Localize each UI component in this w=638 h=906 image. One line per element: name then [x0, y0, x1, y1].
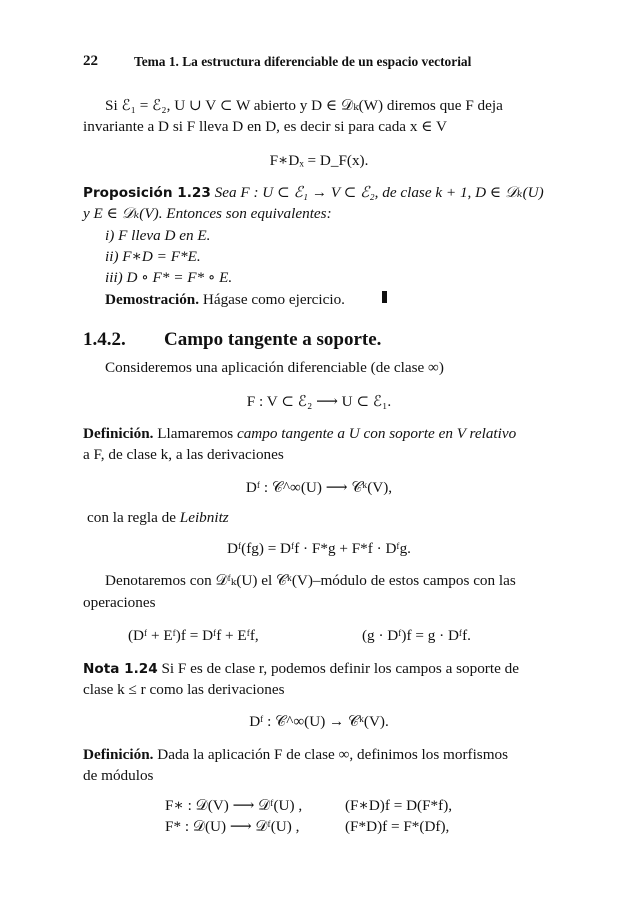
definition-2-line-2: de módulos — [83, 767, 154, 784]
proposition-statement-2: y E ∈ 𝒟ₖ(V). Entonces son equivalentes: — [83, 205, 332, 222]
morphism-pull-back: F* : 𝒟(U) ⟶ 𝒟ᶠ(U) , — [165, 818, 300, 835]
definition-1-label: Definición. — [83, 425, 154, 442]
section-title: Campo tangente a soporte. — [164, 329, 382, 350]
running-title: Tema 1. La estructura diferenciable de un espacio vectorial — [134, 54, 472, 69]
proof-text: Hágase como ejercicio. — [202, 291, 345, 308]
denote-line-2: operaciones — [83, 594, 156, 611]
proposition-1-23-line-1 — [83, 184, 544, 202]
ops-formula-scalar: (g · Dᶠ)f = g · Dᶠf. — [362, 627, 471, 644]
proposition-statement-1: Sea F : U ⊂ ℰ₁ → V ⊂ ℰ₂, de clase k + 1, D ∈ 𝒟ₖ(U) — [214, 184, 544, 201]
leibniz-text: con la regla de — [87, 509, 176, 526]
qed-square-icon — [382, 291, 387, 303]
intro-line-2: invariante a D si F lleva D en D, es decir si para cada x ∈ V — [83, 118, 447, 135]
proposition-item-3: iii) D ∘ F* = F* ∘ E. — [105, 269, 233, 286]
leibniz-line — [87, 509, 229, 527]
definition-1-term: campo tangente a U con soporte en V relativo — [236, 425, 517, 442]
definition-2-label: Definición. — [83, 746, 154, 763]
nota-formula: Dᶠ : 𝒞^∞(U) → 𝒞ᵏ(V). — [249, 713, 389, 730]
nota-text-1: Si F es de clase r, podemos definir los campos a soporte de — [161, 660, 519, 677]
denote-line-1: Denotaremos con 𝒟ᶠₖ(U) el 𝒞ᵏ(V)–módulo de estos campos con las — [105, 572, 516, 589]
definition-1-text-a: Llamaremos — [157, 425, 234, 442]
leibniz-term: Leibnitz — [179, 509, 229, 526]
definition-1-line-2: a F, de clase k, a las derivaciones — [83, 446, 284, 463]
proof-label: Demostración. — [105, 291, 200, 308]
definition-1-formula: Dᶠ : 𝒞^∞(U) ⟶ 𝒞ᵏ(V), — [245, 479, 393, 496]
definition-2-text: Dada la aplicación F de clase ∞, definimos los morfismos — [157, 746, 509, 763]
map-formula: F : V ⊂ ℰ₂ ⟶ U ⊂ ℰ₁. — [246, 393, 392, 410]
proposition-item-1: i) F lleva D en E. — [105, 227, 211, 244]
section-number: 1.4.2. — [83, 329, 126, 350]
nota-1-24-line-1 — [83, 660, 519, 678]
definition-2-line-1 — [83, 746, 508, 764]
morphism-push-forward: F∗ : 𝒟(V) ⟶ 𝒟ᶠ(U) , — [165, 797, 303, 814]
consider-line: Consideremos una aplicación diferenciable (de clase ∞) — [105, 359, 444, 376]
nota-text-2: clase k ≤ r como las derivaciones — [83, 681, 285, 698]
intro-formula: F∗Dₓ = D_F(x). — [269, 152, 369, 169]
proposition-label: Proposición 1.23 — [83, 185, 211, 201]
page-number: 22 — [83, 53, 98, 69]
intro-line-1: Si ℰ₁ = ℰ₂, U ∪ V ⊂ W abierto y D ∈ 𝒟ₖ(W) diremos que F deja — [105, 97, 503, 114]
ops-formula-sum: (Dᶠ + Eᶠ)f = Dᶠf + Eᶠf, — [128, 627, 259, 644]
leibniz-formula: Dᶠ(fg) = Dᶠf · F*g + F*f · Dᶠg. — [227, 540, 411, 557]
morphism-push-forward-rule: (F∗D)f = D(F*f), — [345, 797, 453, 814]
morphism-pull-back-rule: (F*D)f = F*(Df), — [345, 818, 450, 835]
nota-label: Nota 1.24 — [83, 661, 158, 677]
proof-line — [105, 291, 345, 309]
proposition-item-2: ii) F∗D = F*E. — [105, 248, 201, 265]
definition-1-line-1 — [83, 425, 516, 443]
